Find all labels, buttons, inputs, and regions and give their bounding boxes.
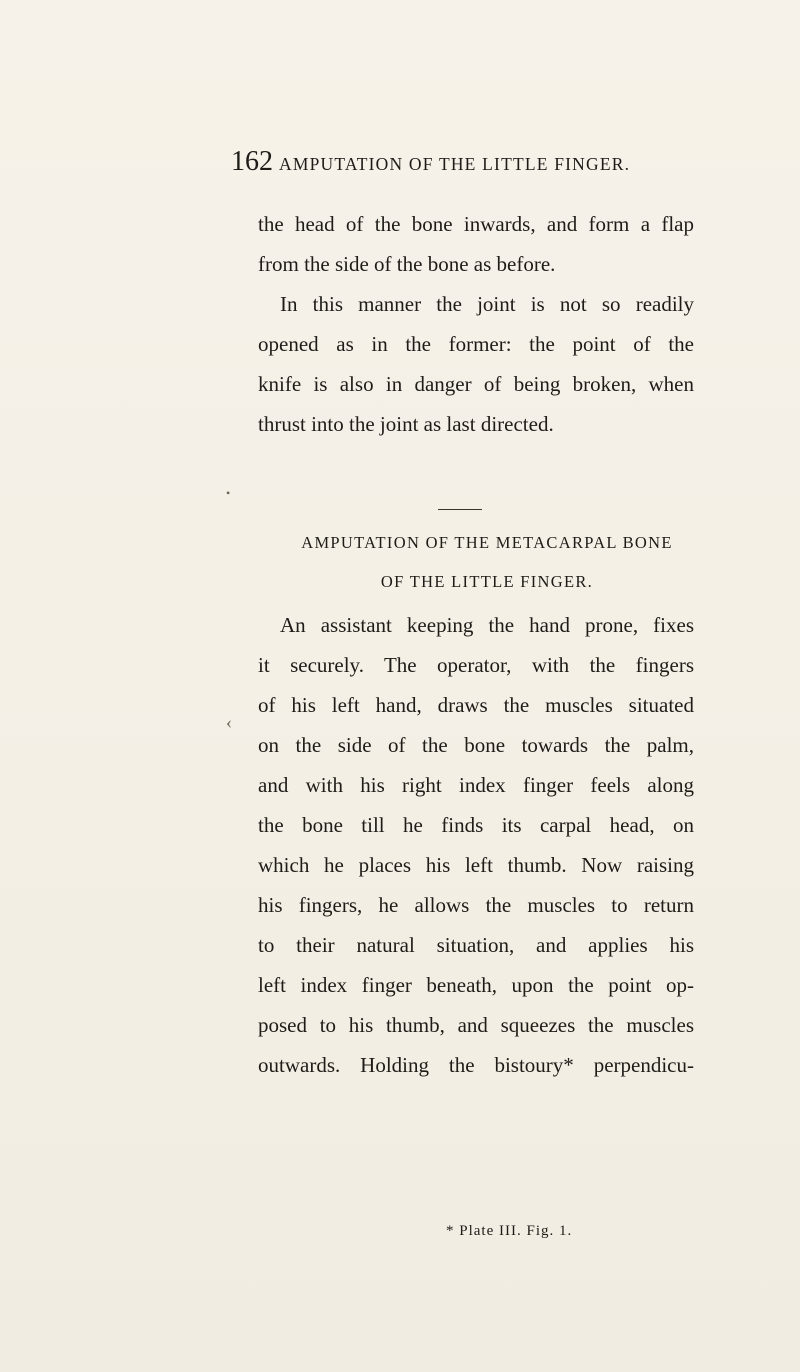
section-divider [438,509,482,510]
text-line: outwards. Holding the bistoury* perpendicu- [258,1053,694,1077]
text-line: thrust into the joint as last directed. [258,412,554,436]
text-line: An assistant keeping the hand prone, fixes [280,613,694,637]
text-line: it securely. The operator, with the fingers [258,653,694,677]
margin-mark: • [226,486,231,500]
running-head [231,146,711,186]
text-line: left index finger beneath, upon the point op- [258,973,694,997]
footnote: * Plate III. Fig. 1. [446,1223,573,1239]
section-subheading: OF THE LITTLE FINGER. [380,572,594,591]
text-line: posed to his thumb, and squeezes the muscles [258,1013,694,1037]
paragraph-procedure [258,605,694,1085]
margin-mark: ‹ [226,712,232,732]
section-heading: AMPUTATION OF THE METACARPAL BONE [301,533,673,552]
text-line: knife is also in danger of being broken, when [258,372,694,396]
text-line: from the side of the bone as before. [258,252,556,276]
page-number: 162 [231,146,273,177]
text-line: opened as in the former: the point of the [258,332,694,356]
text-line: and with his right index finger feels along [258,773,694,797]
text-line: to their natural situation, and applies his [258,933,694,957]
text-line: which he places his left thumb. Now raising [258,853,694,877]
text-line: In this manner the joint is not so readily [280,292,694,316]
text-line: his fingers, he allows the muscles to return [258,893,694,917]
text-line: the head of the bone inwards, and form a flap [258,212,694,236]
paragraph-joint-opening [258,284,694,444]
text-line: on the side of the bone towards the palm, [258,733,694,757]
running-title: AMPUTATION OF THE LITTLE FINGER. [279,154,631,174]
text-line: the bone till he finds its carpal head, on [258,813,694,837]
text-line: of his left hand, draws the muscles situated [258,693,694,717]
paragraph-continuation [258,204,694,284]
